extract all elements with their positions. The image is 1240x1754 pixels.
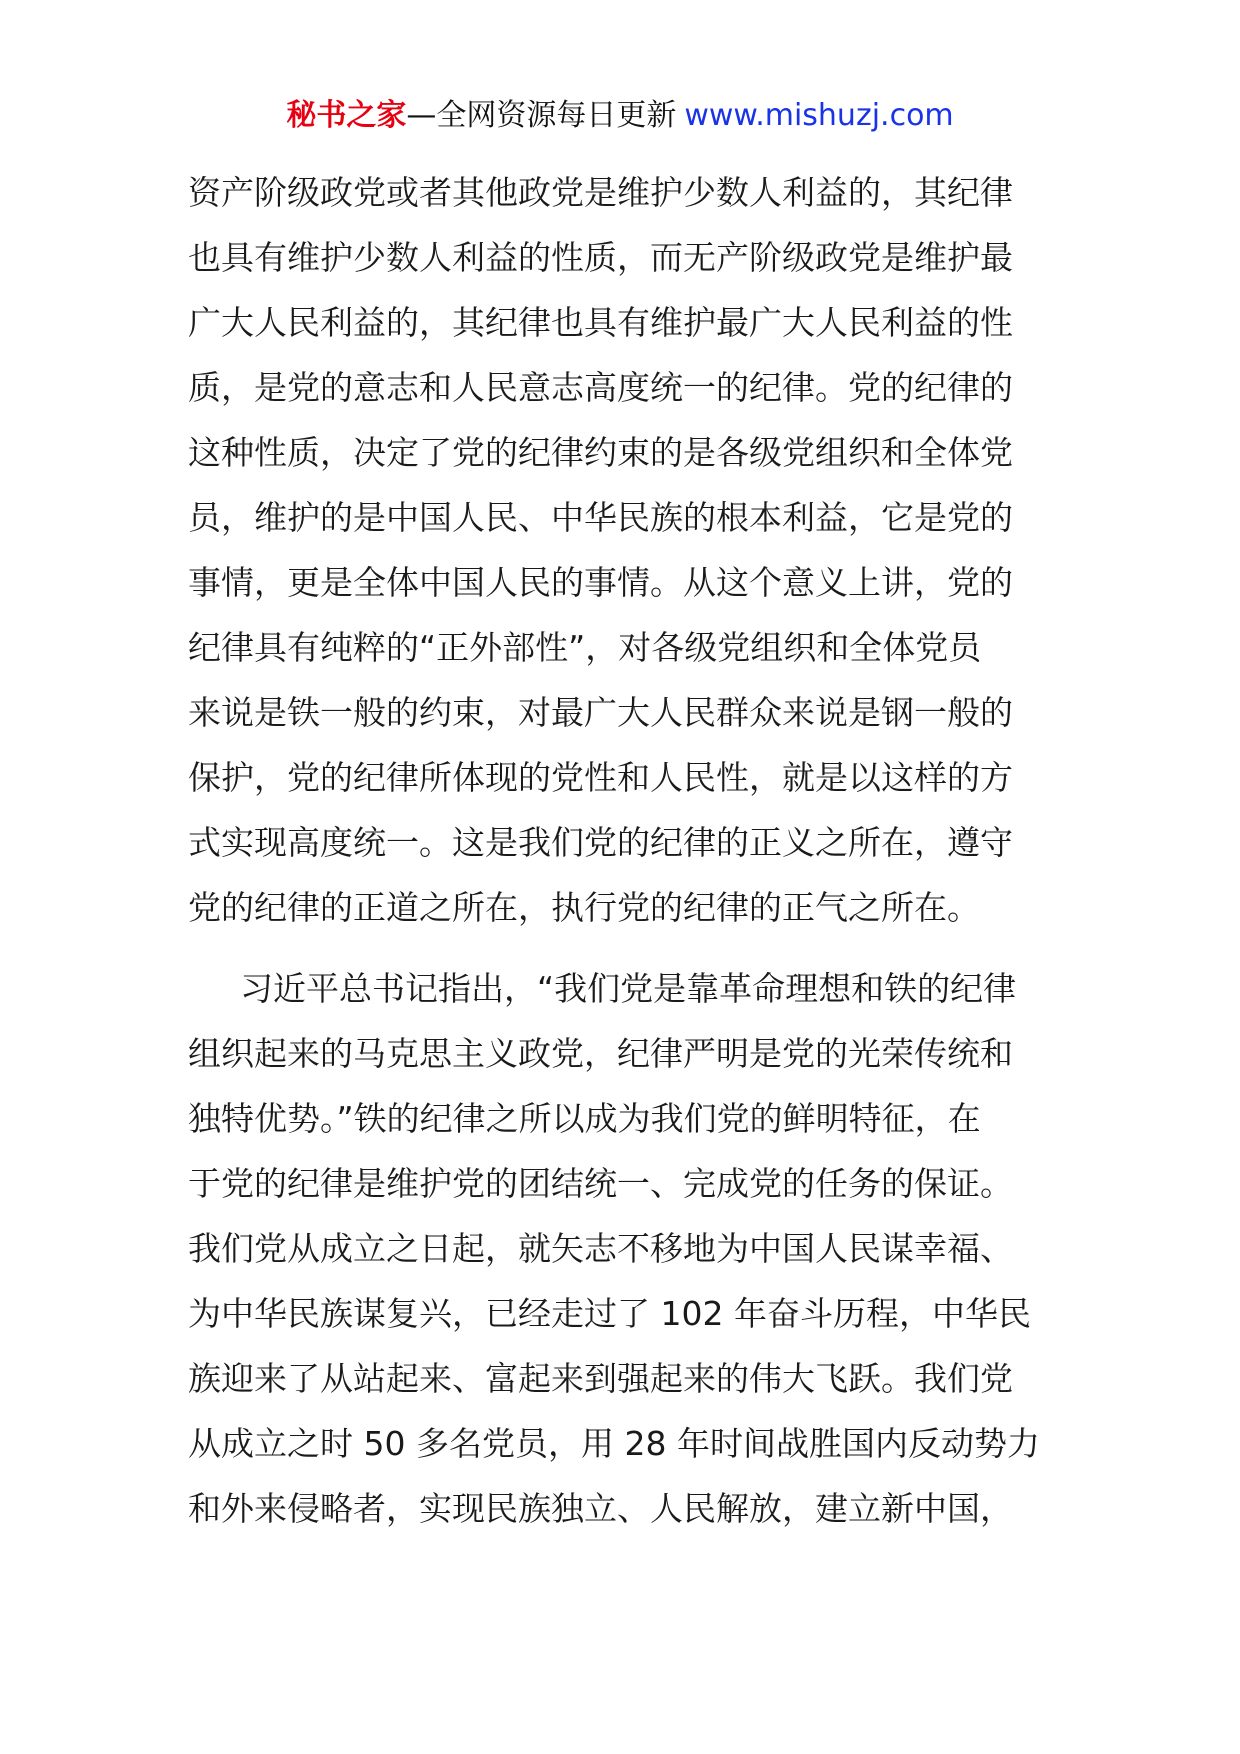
document-body [188,160,1058,1541]
text-line: 我们党从成立之日起，就矢志不移地为中国人民谋幸福、 [188,1229,1013,1268]
text-line: 于党的纪律是维护党的团结统一、完成党的任务的保证。 [188,1164,1013,1203]
text-line: 也具有维护少数人利益的性质，而无产阶级政党是维护最 [188,238,1013,277]
text-line: 广大人民利益的，其纪律也具有维护最广大人民利益的性 [188,303,1013,342]
brand-name: 秘书之家 [286,98,407,133]
text-line: 和外来侵略者，实现民族独立、人民解放，建立新中国， [188,1489,1013,1528]
header-tagline: —全网资源每日更新 [406,98,677,133]
text-line: 为中华民族谋复兴，已经走过了 102 年奋斗历程，中华民 [188,1294,1031,1333]
paragraph-gap [188,940,1058,956]
text-line: 式实现高度统一。这是我们党的纪律的正义之所在，遵守 [188,823,1013,862]
text-line: 事情，更是全体中国人民的事情。从这个意义上讲，党的 [188,563,1013,602]
text-line: 资产阶级政党或者其他政党是维护少数人利益的，其纪律 [188,173,1013,212]
text-line: 习近平总书记指出，“我们党是靠革命理想和铁的纪律 [240,969,1017,1008]
text-line: 这种性质，决定了党的纪律约束的是各级党组织和全体党 [188,433,1013,472]
paragraph-2 [188,956,1058,1541]
paragraph-1 [188,160,1058,940]
text-line: 保护，党的纪律所体现的党性和人民性，就是以这样的方 [188,758,1013,797]
site-url[interactable]: www.mishuzj.com [684,98,954,133]
text-line: 党的纪律的正道之所在，执行党的纪律的正气之所在。 [188,888,980,927]
text-line: 员，维护的是中国人民、中华民族的根本利益，它是党的 [188,498,1013,537]
text-line: 独特优势。”铁的纪律之所以成为我们党的鲜明特征，在 [188,1099,981,1138]
text-line: 质，是党的意志和人民意志高度统一的纪律。党的纪律的 [188,368,1013,407]
text-line: 来说是铁一般的约束，对最广大人民群众来说是钢一般的 [188,693,1013,732]
text-line: 族迎来了从站起来、富起来到强起来的伟大飞跃。我们党 [188,1359,1013,1398]
page-header [0,96,1240,136]
text-line: 纪律具有纯粹的“正外部性”，对各级党组织和全体党员 [188,628,982,667]
text-line: 组织起来的马克思主义政党，纪律严明是党的光荣传统和 [188,1034,1013,1073]
text-line: 从成立之时 50 多名党员，用 28 年时间战胜国内反动势力 [188,1424,1040,1463]
